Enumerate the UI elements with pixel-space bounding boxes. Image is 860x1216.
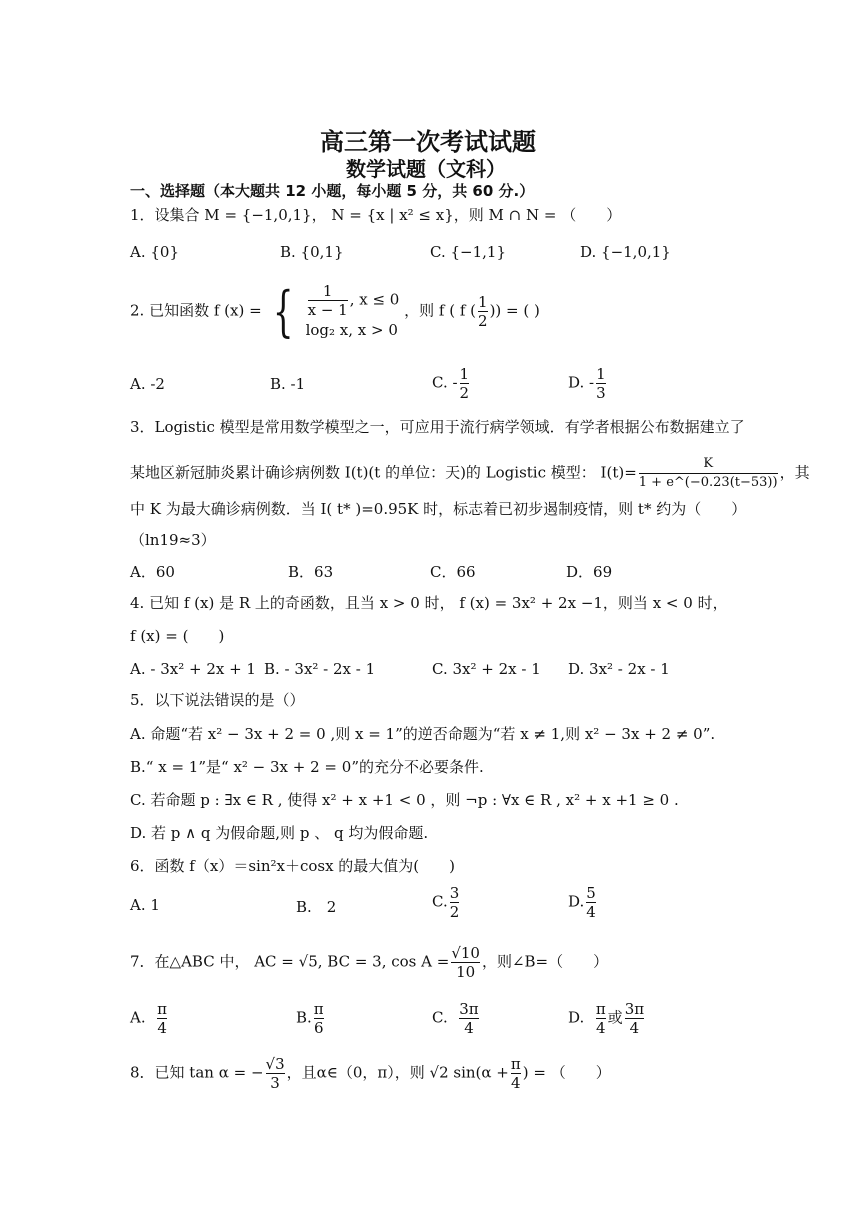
question-5-stem: 5．以下说法错误的是（） — [130, 691, 305, 709]
q7-option-d-fraction-2 — [625, 1000, 644, 1037]
piecewise-cases — [306, 282, 400, 341]
q7-option-d-prefix: D. — [568, 1008, 585, 1027]
q6-option-c-fraction — [450, 884, 460, 921]
option-d-prefix: D. - — [568, 373, 595, 392]
question-2-lead: 2. 已知函数 f (x) = — [130, 301, 262, 320]
question-7-option-a — [130, 1000, 169, 1037]
option-c-numerator: 1 — [459, 365, 470, 383]
piecewise-brace: { — [273, 279, 294, 343]
question-4-option-a: A. - 3x² + 2x + 1 — [130, 660, 256, 678]
question-2-tail-end: )) = ( ) — [489, 301, 540, 320]
q7-option-c-numerator: 3π — [459, 1000, 479, 1018]
page-title: 高三第一次考试试题 — [320, 128, 536, 156]
q6-option-d-prefix: D. — [568, 892, 585, 911]
question-1-option-b: B. {0,1} — [280, 243, 344, 261]
q6-option-c-prefix: C. — [432, 892, 448, 911]
question-1-option-d: D. {−1,0,1} — [580, 243, 671, 261]
question-1-stem: 1．设集合 M = {−1,0,1}， N = {x | x² ≤ x}，则 M ∩ N = （ ） — [130, 206, 622, 224]
question-5-option-b: B.“ x = 1”是“ x² − 3x + 2 = 0”的充分不必要条件. — [130, 758, 484, 776]
question-7-option-c — [432, 1000, 481, 1037]
logistic-denominator: 1 + e^(−0.23(t−53)) — [638, 475, 778, 490]
question-8-stem — [130, 1055, 611, 1092]
q7-option-a-fraction — [157, 1000, 167, 1037]
question-3-line-2-text: 某地区新冠肺炎累计确诊病例数 I(t)(t 的单位：天)的 Logistic 模型： I(t)= — [130, 463, 637, 482]
logistic-fraction — [639, 455, 778, 492]
question-6-option-d — [568, 884, 598, 921]
half-fraction — [478, 293, 488, 330]
q7-option-c-fraction — [459, 1000, 478, 1037]
case-1-fraction — [308, 282, 348, 319]
question-3-line-4: （ln19≈3） — [130, 531, 216, 549]
logistic-numerator: K — [703, 456, 714, 471]
question-4-line-1: 4. 已知 f (x) 是 R 上的奇函数，且当 x > 0 时， f (x) = 3x² + 2x −1，则当 x < 0 时， — [130, 594, 728, 612]
question-2-option-a: A. -2 — [130, 375, 165, 393]
q7-option-b-numerator: π — [313, 1000, 324, 1018]
pi-quarter-fraction — [511, 1055, 521, 1092]
question-3-option-b: B．63 — [288, 563, 334, 581]
q7-option-c-prefix: C. — [432, 1008, 448, 1027]
question-8-lead: 8．已知 tan α = − — [130, 1063, 264, 1082]
question-3-line-2-end: ，其 — [779, 463, 810, 482]
question-8-middle: ，且α∈（0，π），则 √2 sin(α + — [286, 1063, 509, 1082]
q7-option-d-numerator-1: π — [595, 1000, 606, 1018]
tan-fraction — [266, 1055, 285, 1092]
question-3-option-c: C．66 — [430, 563, 476, 581]
question-7-option-b — [296, 1000, 326, 1037]
question-7-stem — [130, 944, 608, 981]
question-6-option-a: A. 1 — [130, 896, 160, 914]
q7-option-b-denominator: 6 — [313, 1019, 324, 1037]
question-4-line-2: f (x) = ( ) — [130, 627, 225, 645]
option-d-fraction — [596, 365, 606, 402]
q7-option-c-denominator: 4 — [459, 1018, 478, 1037]
q7-option-d-denominator-1: 4 — [595, 1019, 606, 1037]
question-3-line-1: 3．Logistic 模型是常用数学模型之一，可应用于流行病学领域．有学者根据公布数据建立了 — [130, 418, 745, 436]
question-3-option-d: D．69 — [566, 563, 613, 581]
question-4-option-d: D. 3x² - 2x - 1 — [568, 660, 670, 678]
question-2-option-d — [568, 365, 608, 402]
case-1-denominator: x − 1 — [307, 301, 348, 319]
question-3-option-a: A．60 — [130, 563, 175, 581]
page-subtitle: 数学试题（文科） — [346, 157, 506, 181]
half-denominator: 2 — [478, 312, 488, 330]
cos-denominator: 10 — [451, 962, 480, 981]
q6-option-d-denominator: 4 — [586, 903, 596, 921]
question-8-tail: ) = （ ） — [522, 1063, 611, 1082]
q7-option-d-numerator-2: 3π — [624, 1000, 645, 1018]
cos-numerator: √10 — [451, 944, 480, 962]
q7-option-a-prefix: A. — [130, 1008, 146, 1027]
q7-option-d-or: 或 — [607, 1008, 623, 1027]
pi-quarter-denominator: 4 — [511, 1074, 521, 1092]
q6-option-c-denominator: 2 — [449, 903, 460, 921]
question-2-option-c — [432, 365, 471, 402]
question-7-tail: ，则∠B=（ ） — [481, 952, 609, 971]
q6-option-d-numerator: 5 — [586, 884, 596, 902]
question-5-option-a: A. 命题“若 x² − 3x + 2 = 0 ,则 x = 1”的逆否命题为“若 x ≠ 1,则 x² − 3x + 2 ≠ 0”. — [130, 725, 716, 743]
q7-option-b-fraction — [314, 1000, 324, 1037]
question-2-tail: ，则 f ( f ( — [404, 301, 477, 320]
question-6-option-b: B. 2 — [296, 898, 337, 916]
option-d-numerator: 1 — [596, 365, 606, 383]
question-2-stem — [130, 279, 540, 343]
tan-denominator: 3 — [266, 1073, 285, 1092]
case-1-condition: , x ≤ 0 — [349, 290, 400, 309]
q6-option-c-numerator: 3 — [449, 884, 460, 902]
q7-option-a-denominator: 4 — [157, 1019, 167, 1037]
q7-option-d-denominator-2: 4 — [625, 1018, 644, 1037]
question-5-option-c: C. 若命题 p : ∃x ∈ R , 使得 x² + x +1 < 0 ，则 ¬p : ∀x ∈ R , x² + x +1 ≥ 0 . — [130, 791, 679, 809]
q6-option-d-fraction — [586, 884, 596, 921]
case-1-numerator: 1 — [322, 282, 333, 300]
question-2-option-b: B. -1 — [270, 375, 306, 393]
question-6-option-c — [432, 884, 461, 921]
cos-fraction — [451, 944, 480, 981]
tan-numerator: √3 — [265, 1055, 285, 1073]
q7-option-b-prefix: B. — [296, 1008, 312, 1027]
case-2: log₂ x, x > 0 — [305, 321, 398, 339]
question-6-stem: 6．函数 f（x）＝sin²x＋cosx 的最大值为( ) — [130, 857, 456, 875]
pi-quarter-numerator: π — [510, 1055, 521, 1073]
option-c-prefix: C. - — [432, 373, 458, 392]
section-heading: 一、选择题（本大题共 12 小题，每小题 5 分，共 60 分.） — [130, 182, 535, 200]
question-4-option-c: C. 3x² + 2x - 1 — [432, 660, 541, 678]
question-3-line-3: 中 K 为最大确诊病例数．当 I( t* )=0.95K 时，标志着已初步遏制疫情，则 t* 约为（ ） — [130, 500, 747, 518]
question-4-option-b: B. - 3x² - 2x - 1 — [264, 660, 376, 678]
q7-option-d-fraction-1 — [596, 1000, 606, 1037]
question-5-option-d: D. 若 p ∧ q 为假命题,则 p 、 q 均为假命题. — [130, 824, 429, 842]
question-1-option-a: A. {0} — [130, 243, 179, 261]
question-1-option-c: C. {−1,1} — [430, 243, 506, 261]
option-c-fraction — [460, 365, 470, 402]
question-7-lead: 7．在△ABC 中， AC = √5, BC = 3, cos A = — [130, 952, 450, 971]
question-7-option-d — [568, 1000, 646, 1037]
half-numerator: 1 — [478, 293, 488, 311]
q7-option-a-numerator: π — [157, 1000, 168, 1018]
option-c-denominator: 2 — [459, 384, 470, 402]
option-d-denominator: 3 — [596, 384, 606, 402]
question-3-line-2 — [130, 455, 810, 492]
